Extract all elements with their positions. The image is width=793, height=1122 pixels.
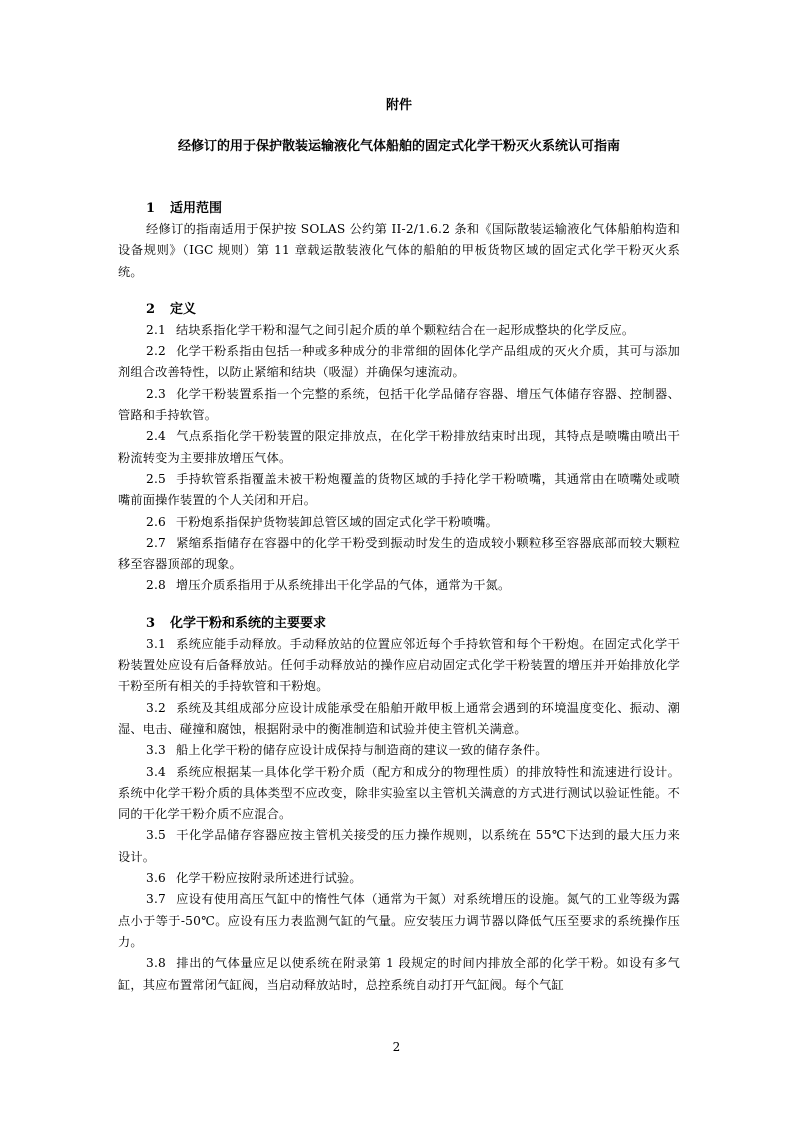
section-number: 3 bbox=[146, 615, 156, 631]
page-content bbox=[118, 96, 680, 996]
paragraph-text: 应设有使用高压气缸中的惰性气体（通常为干氮）对系统增压的设施。氮气的工业等级为露点小于等于-50℃。应设有压力表监测气缸的气量。应安装压力调节器以降低气压至要求的系统操作压力。 bbox=[118, 892, 680, 949]
document-title: 经修订的用于保护散装运输液化气体船舶的固定式化学干粉灭火系统认可指南 bbox=[177, 139, 620, 154]
paragraph-text: 系统及其组成部分应设计成能承受在船舶开敞甲板上通常会遇到的环境温度变化、振动、潮湿、电击、碰撞和腐蚀，根据附录中的衡准制造和试验并使主管机关满意。 bbox=[118, 700, 680, 736]
section-title: 定义 bbox=[170, 301, 197, 317]
paragraph bbox=[118, 320, 680, 341]
paragraph-text: 气点系指化学干粉装置的限定排放点，在化学干粉排放结束时出现，其特点是喷嘴由喷出干粉流转变为主要排放增压气体。 bbox=[118, 429, 680, 465]
paragraph-text: 化学干粉系指由包括一种或多种成分的非常细的固体化学产品组成的灭火介质，其可与添加剂组合改善特性，以防止紧缩和结块（吸湿）并确保匀速流动。 bbox=[118, 344, 680, 380]
paragraph bbox=[118, 953, 680, 996]
section-number: 1 bbox=[146, 201, 156, 216]
paragraph-text: 经修订的指南适用于保护按 SOLAS 公约第 II-2/1.6.2 条和《国际散装运输液化气体船舶构造和设备规则》（IGC 规则）第 11 章载运散装液化气体的船舶的甲板货物区域的固定式化学干粉灭火系统。 bbox=[118, 222, 680, 279]
paragraph bbox=[118, 634, 680, 698]
paragraph bbox=[118, 868, 680, 889]
paragraph-text: 排出的气体量应足以使系统在附录第 1 段规定的时间内排放全部的化学干粉。如设有多气缸，其应布置常闭气缸阀，当启动释放站时，总控系统自动打开气缸阀。每个气缸 bbox=[118, 956, 680, 992]
paragraph-text: 系统应能手动释放。手动释放站的位置应邻近每个手持软管和每个干粉炮。在固定式化学干粉装置处应设有后备释放站。任何手动释放站的操作应启动固定式化学干粉装置的增压并开始排放化学干粉至所有相关的手持软管和干粉炮。 bbox=[118, 636, 680, 694]
paragraph-text: 化学干粉应按附录所述进行试验。 bbox=[175, 871, 362, 886]
page-number: 2 bbox=[392, 1040, 401, 1054]
paragraph bbox=[118, 698, 680, 741]
paragraph-number: 2.5 bbox=[146, 471, 166, 486]
paragraph-number: 3.1 bbox=[146, 636, 166, 651]
paragraph bbox=[118, 889, 680, 953]
paragraph bbox=[118, 740, 680, 761]
section-number: 2 bbox=[146, 301, 156, 317]
paragraph-number: 3.2 bbox=[146, 700, 166, 715]
section-title: 化学干粉和系统的主要要求 bbox=[170, 615, 327, 631]
paragraph bbox=[118, 426, 680, 469]
paragraph-number: 3.8 bbox=[146, 956, 166, 971]
paragraph-number: 3.4 bbox=[146, 764, 166, 779]
paragraph-text: 干化学品储存容器应按主管机关接受的压力操作规则，以系统在 55℃下达到的最大压力来设计。 bbox=[118, 828, 680, 864]
paragraph bbox=[118, 762, 680, 826]
paragraph-text: 手持软管系指覆盖未被干粉炮覆盖的货物区域的手持化学干粉喷嘴，其通常由在喷嘴处或喷嘴前面操作装置的个人关闭和开启。 bbox=[118, 471, 680, 508]
paragraph-text: 化学干粉装置系指一个完整的系统，包括干化学品储存容器、增压气体储存容器、控制器、管路和手持软管。 bbox=[118, 386, 680, 423]
annex-label: 附件 bbox=[385, 98, 412, 113]
paragraph-text: 结块系指化学干粉和湿气之间引起介质的单个颗粒结合在一起形成整块的化学反应。 bbox=[175, 322, 635, 337]
paragraph-number: 3.7 bbox=[146, 892, 166, 907]
paragraph-number: 2.1 bbox=[146, 322, 166, 337]
section-heading bbox=[118, 198, 680, 219]
paragraph bbox=[118, 575, 680, 596]
paragraph-number: 2.7 bbox=[146, 535, 166, 550]
paragraph-number: 2.2 bbox=[146, 344, 166, 359]
paragraph-number: 2.8 bbox=[146, 578, 166, 593]
paragraph-text: 紧缩系指储存在容器中的化学干粉受到振动时发生的造成较小颗粒移至容器底部而较大颗粒移至容器顶部的现象。 bbox=[118, 535, 680, 572]
paragraph-number: 3.6 bbox=[146, 871, 166, 886]
paragraph-text: 船上化学干粉的储存应设计成保持与制造商的建议一致的储存条件。 bbox=[175, 743, 548, 758]
section-heading bbox=[118, 613, 680, 634]
paragraph bbox=[118, 219, 680, 283]
paragraph bbox=[118, 533, 680, 576]
paragraph-number: 2.6 bbox=[146, 514, 166, 529]
paragraph-number: 3.3 bbox=[146, 743, 166, 758]
paragraph-number: 3.5 bbox=[146, 828, 166, 843]
paragraph bbox=[118, 341, 680, 384]
paragraph-number: 2.3 bbox=[146, 386, 166, 401]
section-title: 适用范围 bbox=[170, 201, 223, 216]
paragraph-number: 2.4 bbox=[146, 429, 166, 444]
paragraph-text: 系统应根据某一具体化学干粉介质（配方和成分的物理性质）的排放特性和流速进行设计。系统中化学干粉介质的具体类型不应改变，除非实验室以主管机关满意的方式进行测试以验证性能。不同的干化学干粉介质不应混合。 bbox=[118, 764, 680, 822]
paragraph bbox=[118, 512, 680, 533]
section-heading bbox=[118, 299, 680, 320]
paragraph bbox=[118, 825, 680, 868]
paragraph-text: 干粉炮系指保护货物装卸总管区域的固定式化学干粉喷嘴。 bbox=[175, 514, 499, 529]
paragraph bbox=[118, 384, 680, 427]
paragraph-text: 增压介质系指用于从系统排出干化学品的气体，通常为干氮。 bbox=[175, 578, 511, 593]
paragraph bbox=[118, 469, 680, 512]
